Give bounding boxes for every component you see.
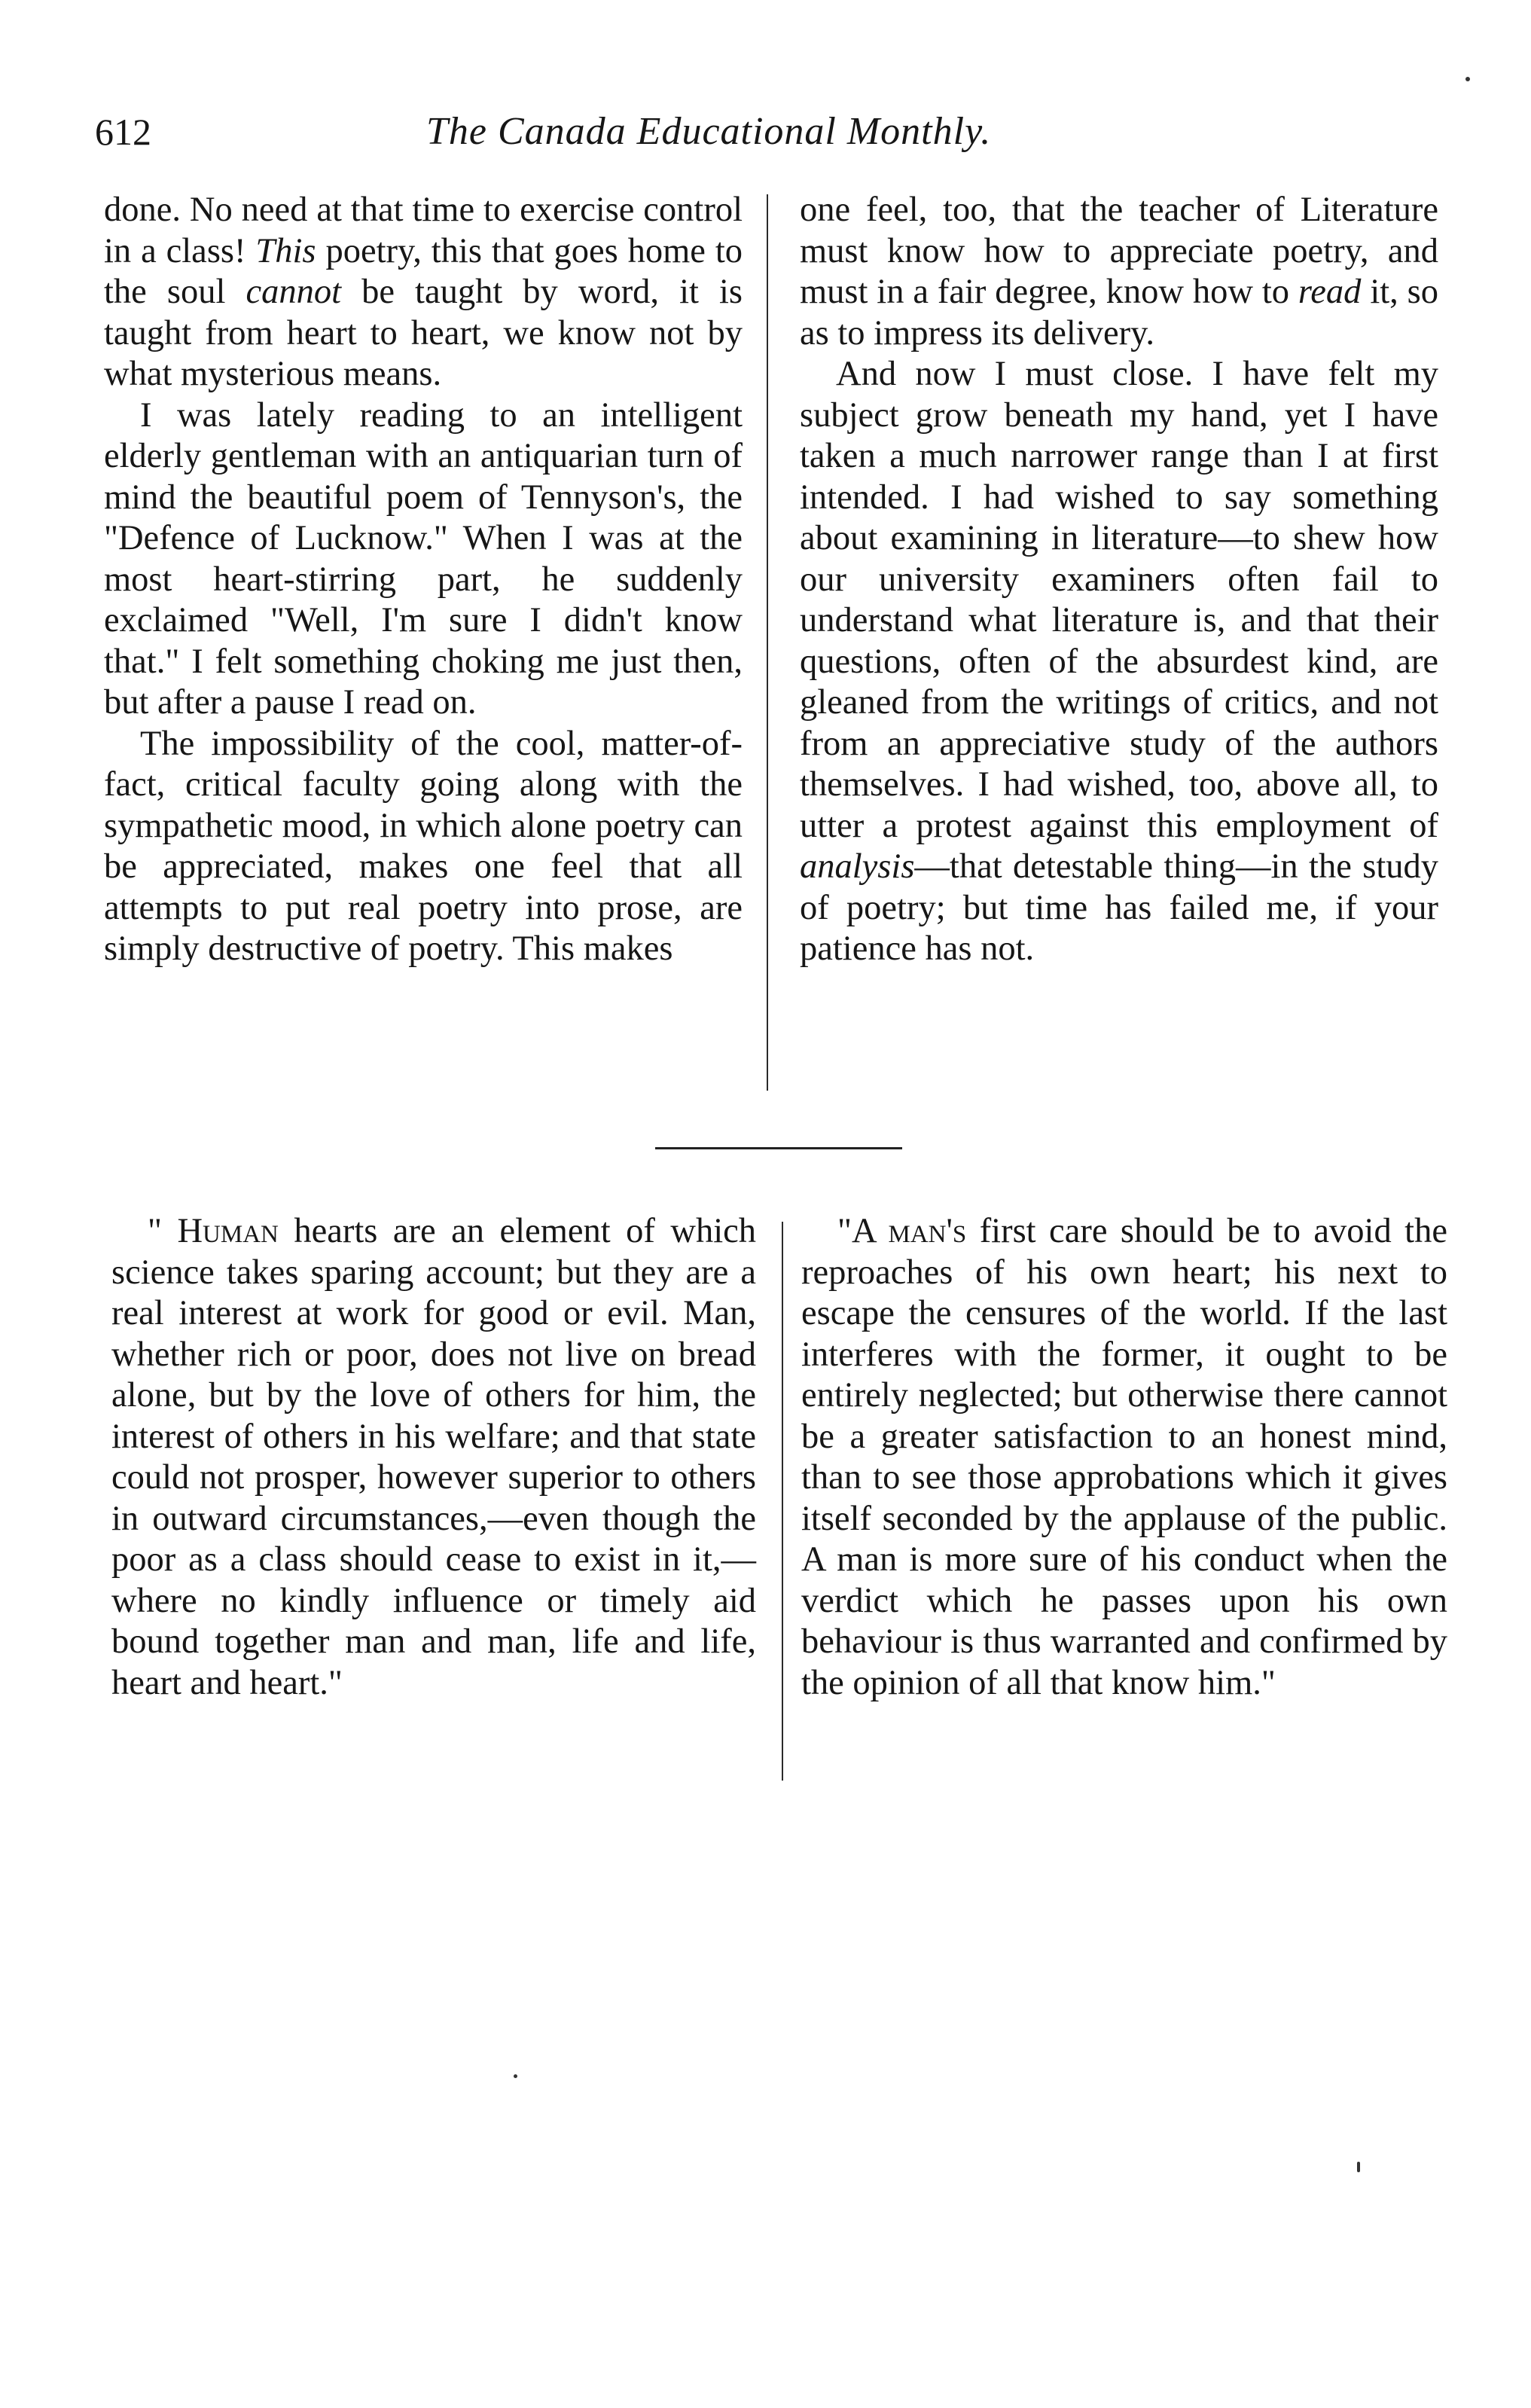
paragraph (104, 190, 743, 395)
quote-paragraph (111, 1211, 756, 1704)
text-run: first care should be to avoid the reproaches of his own heart; his next to escape the censures of the world. If the last interferes with the former, it ought to be entirely neglected; but otherwise there cannot be a greater satisfaction to an honest mind, than to see those approbations which it gives itself seconded by the applause of the public. A man is more sure of his conduct when the verdict which he passes upon his own behaviour is thus warranted and confirmed by the opinion of all that know him." (801, 1212, 1447, 1702)
column-divider (767, 194, 768, 1091)
text-run: hearts are an element of which science takes sparing account; but they are a real interest at work for good or evil. Man, whether rich or poor, does not live on bread alone, but by the love of others for him, the interest of others in his welfare; and that state could not prosper, however superior to others in outward circumstances,—even though the poor as a class should cease to exist in it,—where no kindly influence or timely aid bound together man and man, life and life, heart and heart." (111, 1212, 757, 1702)
paragraph (800, 190, 1438, 354)
paragraph: The impossibility of the cool, matter-of-fact, critical faculty going along with the sympathetic mood, in which alone poetry can be appreciated, makes one feel that all attempts to put real poetry into prose, are simply destructive of poetry. This makes (104, 724, 743, 968)
section-separator (655, 1147, 902, 1149)
text-run: it, so as to impress its delivery. (800, 273, 1439, 353)
paragraph: I was lately reading to an intelligent elderly gentleman with an antiquarian turn of mind the beautiful poem of Tennyson's, the "Defence of Lucknow." When I was at the most heart-stirring part, he suddenly exclaimed "Well, I'm sure I didn't know that." I felt something choking me just then, but after a pause I read on. (104, 395, 743, 722)
text-run: be taught by word, it is taught from heart to heart, we know not by what mysterious means. (104, 273, 743, 393)
open-quote: " (148, 1212, 162, 1250)
quote-column-left (111, 1211, 756, 1704)
running-title: The Canada Educational Monthly. (426, 110, 992, 153)
text-run: —that detestable thing—in the study of poetry; but time has failed me, if your patience has not. (800, 847, 1438, 968)
open-quote: "A (837, 1212, 875, 1250)
text-run: And now I must close. I have felt my subject grow beneath my hand, yet I have taken a much narrower range than I at first intended. I had wished to say something about examining in literature—to shew how our university examiners often fail to understand what literature is, and that their questions, often of the absurdest kind, are gleaned from the writings of critics, and not from an appreciative study of the authors themselves. I had wished, too, above all, to utter a protest against this employment of (800, 355, 1438, 845)
article-column-right (800, 190, 1438, 970)
emphasis: read (1298, 273, 1362, 311)
small-caps-word: man's (888, 1212, 967, 1250)
quote-paragraph (801, 1211, 1447, 1704)
quote-column-right (801, 1211, 1447, 1704)
text-run: poetry, this that goes home to the soul (104, 231, 743, 311)
scan-speck (1465, 77, 1470, 81)
page-number: 612 (95, 111, 151, 153)
small-caps-word: Human (177, 1212, 279, 1250)
text-run: done. No need at that time to exercise control in a class! (104, 191, 743, 270)
page-header (95, 105, 1096, 158)
scan-speck (1357, 2162, 1360, 2172)
paragraph (800, 354, 1438, 970)
text-run: one feel, too, that the teacher of Literature must know how to appreciate poetry, and must in a fair degree, know how to (800, 191, 1438, 311)
column-divider (782, 1222, 783, 1781)
article-column-left (104, 190, 743, 970)
emphasis: cannot (246, 273, 342, 311)
scan-speck (514, 2074, 517, 2078)
emphasis: This (255, 231, 316, 270)
emphasis: analysis (800, 847, 915, 886)
